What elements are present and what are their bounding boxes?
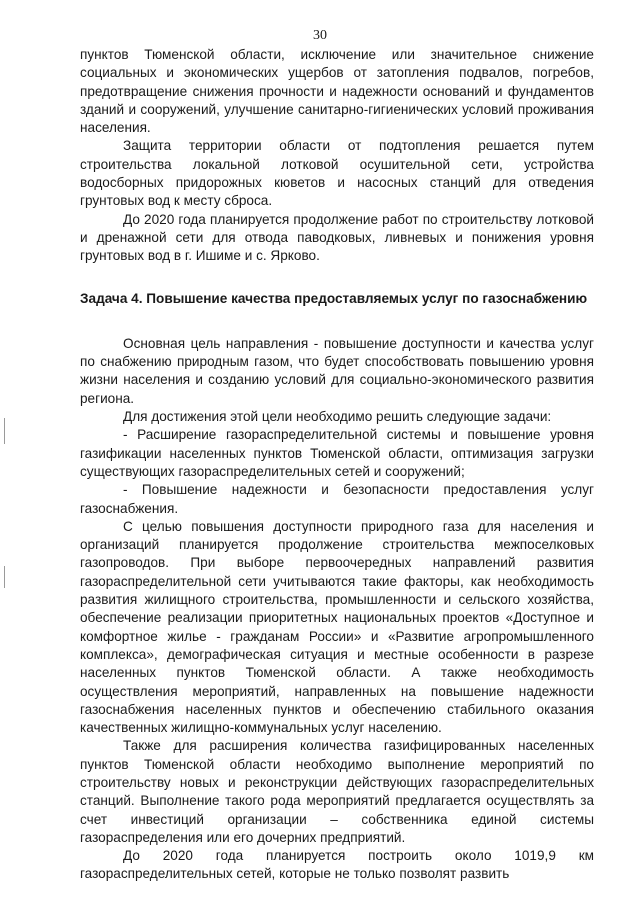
document-body [80, 46, 594, 884]
paragraph: пунктов Тюменской области, исключение или значительное снижение социальных и экономических ущербов от затопления подвалов, погребов, предотвращение снижения прочности и надежности оснований и фундаментов зданий и сооружений, улучшение санитарно-гигиенических условий проживания населения. [80, 47, 594, 136]
page-number: 30 [313, 28, 327, 43]
list-item: - Расширение газораспределительной системы и повышение уровня газификации населенных пунктов Тюменской области, оптимизация загрузки существующих газораспределительных сетей и сооружений; [80, 427, 594, 479]
list-item: - Повышение надежности и безопасности предоставления услуг газоснабжения. [80, 482, 594, 516]
paragraph: До 2020 года планируется построить около 1019,9 км газораспределительных сетей, которые не только позволят развить [80, 848, 594, 882]
paragraph: Для достижения этой цели необходимо решить следующие задачи: [123, 409, 552, 425]
scan-margin-mark [4, 566, 5, 588]
paragraph: Также для расширения количества газифицированных населенных пунктов Тюменской области необходимо выполнение мероприятий по строительству новых и реконструкции действующих газораспределительных станций. Выполнение такого рода мероприятий предлагается осуществлять за счет инвестиций организации – собственника единой системы газораспределения или его дочерних предприятий. [80, 738, 594, 845]
scan-margin-mark [4, 418, 5, 444]
paragraph: Основная цель направления - повышение доступности и качества услуг по снабжению природным газом, что будет способствовать повышению уровня жизни населения и созданию условий для социально-экономического развития региона. [80, 335, 594, 406]
paragraph: До 2020 года планируется продолжение работ по строительству лотковой и дренажной сети для отвода паводковых, ливневых и понижения уровня грунтовых вод в г. Ишиме и с. Ярково. [80, 211, 594, 264]
paragraph: Защита территории области от подтопления решается путем строительства локальной лотковой осушительной сети, устройства водосборных придорожных кюветов и насосных станций для отведения грунтовых вод к месту сброса. [80, 138, 594, 209]
section-heading: Задача 4. Повышение качества предоставляемых услуг по газоснабжению [80, 290, 588, 306]
paragraph: С целью повышения доступности природного газа для населения и организаций планируется продолжение строительства межпоселковых газопроводов. При выборе первоочередных направлений развития газораспределительной сети учитываются такие факторы, как необходимость развития жилищного строительства, промышленности и сельского хозяйства, обеспечение реализации приоритетных национальных проектов «Доступное и комфортное жилье - гражданам России» и «Развитие агропромышленного комплекса», демографическая ситуация и местные особенности в разрезе населенных пунктов Тюменской области. А также необходимость осуществления мероприятий, направленных на повышение надежности газоснабжения населенных пунктов и обеспечению стабильного оказания качественных жилищно-коммунальных услуг населению. [80, 518, 594, 736]
